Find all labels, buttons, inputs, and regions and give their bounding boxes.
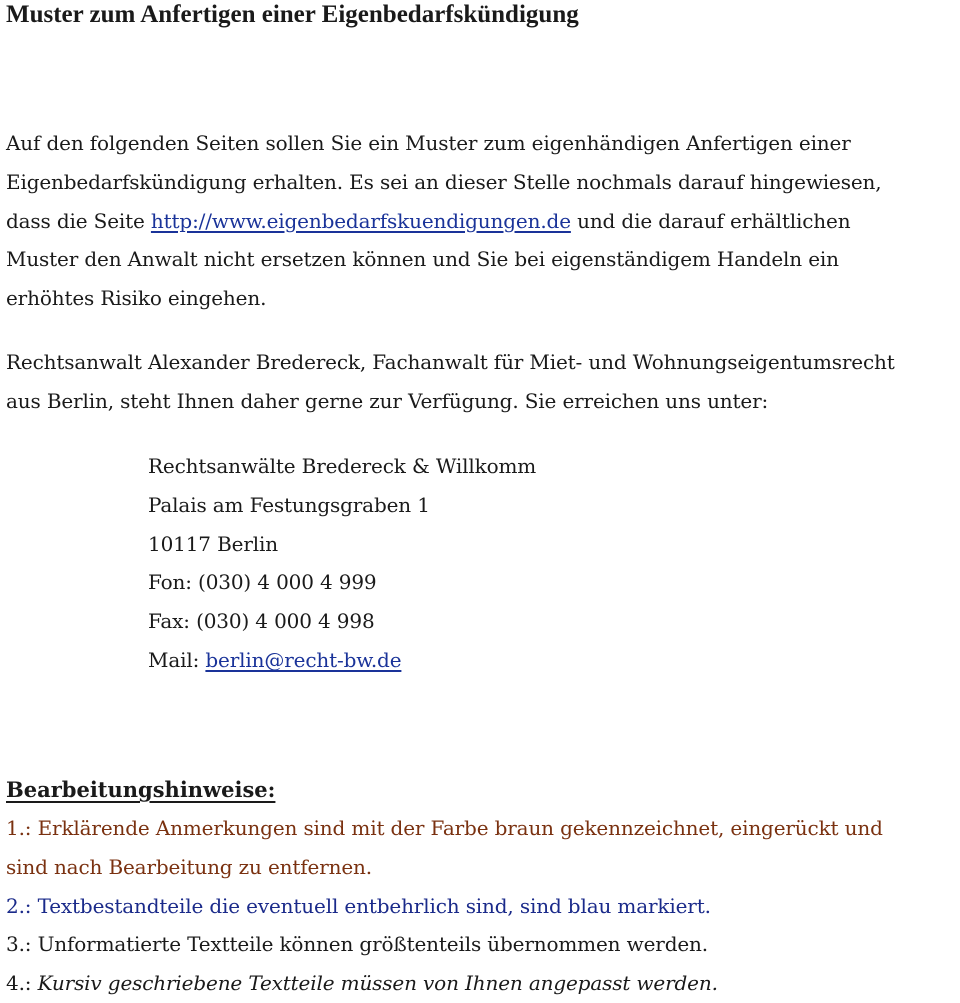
note-item-1-line-1: 1.: Erklärende Anmerkungen sind mit der Farbe braun gekennzeichnet, eingerückt und <box>6 816 883 840</box>
lawyer-line-1: Rechtsanwalt Alexander Bredereck, Fachanwalt für Miet- und Wohnungseigentumsrecht <box>6 350 895 374</box>
note-item-4 <box>6 964 958 1003</box>
firm-name: Rechtsanwälte Bredereck & Willkomm <box>148 454 537 478</box>
notes-list <box>6 809 958 1003</box>
mail-label: Mail: <box>148 647 206 672</box>
intro-line-4: Muster den Anwalt nicht ersetzen können und Sie bei eigenständigem Handeln ein <box>6 247 839 272</box>
phone-number: Fon: (030) 4 000 4 999 <box>148 570 377 595</box>
page-title: Muster zum Anfertigen einer Eigenbedarfskündigung <box>6 1 579 28</box>
intro-line-3-after: und die darauf erhältlichen <box>570 208 851 233</box>
note-item-4-text: Kursiv geschriebene Textteile müssen von Ihnen angepasst werden. <box>37 971 718 996</box>
intro-line-5: erhöhtes Risiko eingehen. <box>6 286 267 311</box>
address-block <box>148 447 536 680</box>
note-item-3: 3.: Unformatierte Textteile können größtenteils übernommen werden. <box>6 932 708 957</box>
note-item-4-prefix: 4.: <box>6 971 38 996</box>
website-link[interactable]: http://www.eigenbedarfskuendigungen.de <box>150 208 571 233</box>
lawyer-paragraph <box>6 343 958 421</box>
mail-line <box>148 641 536 680</box>
intro-paragraph <box>6 124 958 318</box>
note-item-1-line-2: sind nach Bearbeitung zu entfernen. <box>6 854 372 879</box>
lawyer-line-2: aus Berlin, steht Ihnen daher gerne zur Verfügung. Sie erreichen uns unter: <box>6 388 769 413</box>
street-address: Palais am Festungsgraben 1 <box>148 492 430 517</box>
intro-line-2: Eigenbedarfskündigung erhalten. Es sei an dieser Stelle nochmals darauf hingewiesen, <box>6 169 882 194</box>
intro-line-3 <box>6 202 958 241</box>
note-item-2: 2.: Textbestandteile die eventuell entbehrlich sind, sind blau markiert. <box>6 893 711 918</box>
email-link[interactable]: berlin@recht-bw.de <box>205 647 402 672</box>
intro-line-1: Auf den folgenden Seiten sollen Sie ein Muster zum eigenhändigen Anfertigen einer <box>6 131 851 155</box>
city: 10117 Berlin <box>148 531 278 556</box>
fax-number: Fax: (030) 4 000 4 998 <box>148 609 375 634</box>
notes-heading: Bearbeitungshinweise: <box>6 777 276 802</box>
intro-line-3-before: dass die Seite <box>6 208 151 233</box>
